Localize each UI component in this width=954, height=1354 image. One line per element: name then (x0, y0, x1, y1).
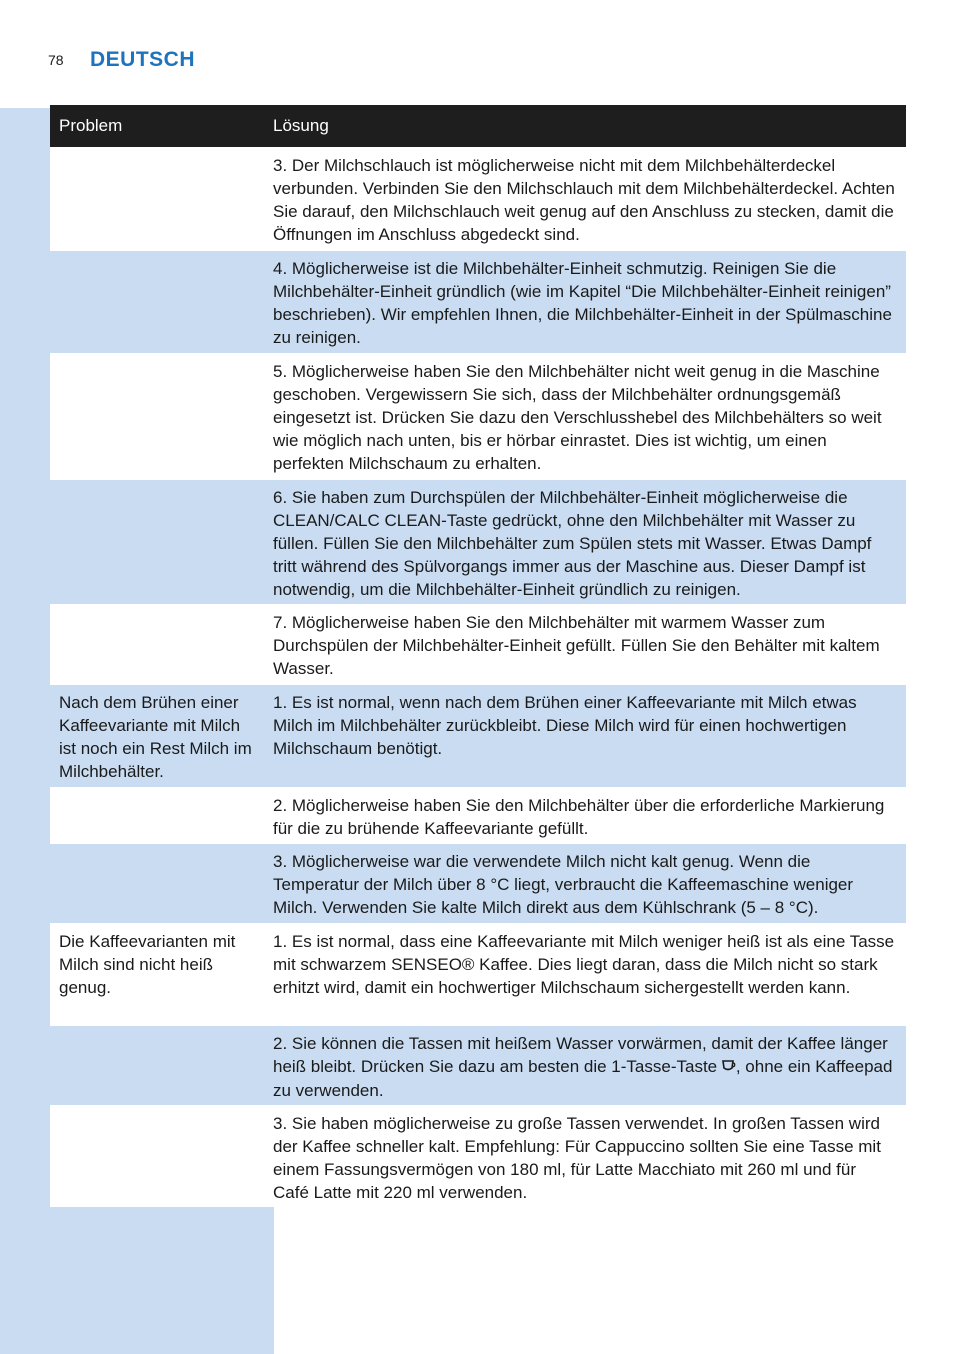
one-cup-icon (722, 1056, 736, 1079)
problem-cell (50, 480, 264, 604)
table-row (50, 604, 906, 684)
problem-cell (50, 1026, 264, 1105)
problem-cell (50, 148, 264, 250)
solution-cell: 4. Möglicherweise ist die Milchbehälter-Einheit schmutzig. Reinigen Sie die Milchbehälter-Einheit gründlich (wie im Kapitel “Die Milchbehälter-Einheit reinigen” beschrieben). Wir empfehlen Ihnen, die Milchbehälter-Einheit in der Spülmaschine zu reinigen. (264, 251, 906, 353)
solution-cell: 1. Es ist normal, wenn nach dem Brühen einer Kaffeevariante mit Milch etwas Milch im Milchbehälter zurückbleibt. Diese Milch wird für einen hochwertigen Milchschaum benötigt. (264, 685, 906, 787)
section-title: DEUTSCH (90, 48, 196, 71)
solution-text-before-icon: 2. Sie können die Tassen mit heißem Wasser vorwärmen, damit der Kaffee länger heiß bleibt. Drücken Sie dazu am besten die 1-Tasse-Taste (273, 1034, 888, 1076)
page-number: 78 (48, 52, 64, 68)
table-header (50, 105, 906, 147)
header-problem: Problem (59, 116, 123, 135)
table-row (50, 843, 906, 923)
solution-cell: 1. Es ist normal, dass eine Kaffeevariante mit Milch weniger heiß ist als eine Tasse mit schwarzem SENSEO® Kaffee. Dies liegt daran, dass die Milch nicht so stark erhitzt wird, damit ein hochwertiger Milchschaum sichergestellt werden kann. (264, 924, 906, 1025)
problem-cell (50, 1106, 264, 1207)
problem-cell: Nach dem Brühen einer Kaffeevariante mit Milch ist noch ein Rest Milch im Milchbehälter. (50, 685, 264, 787)
table-row (50, 250, 906, 353)
problem-cell (50, 605, 264, 684)
table-row (50, 147, 906, 250)
table-row (50, 479, 906, 604)
solution-cell: 5. Möglicherweise haben Sie den Milchbehälter nicht weit genug in die Maschine geschoben. Vergewissern Sie sich, dass der Milchbehälter ordnungsgemäß eingesetzt ist. Drücken Sie dazu den Verschlusshebel des Milchbehälters so weit wie möglich nach unten, bis er hörbar einrastet. Dies ist wichtig, um einen perfekten Milchschaum zu erhalten. (264, 354, 906, 479)
table-row (50, 1105, 906, 1207)
solution-text-after-icon: , ohne ein Kaffeepad zu verwenden. (273, 1057, 893, 1100)
table-row (50, 787, 906, 843)
table-row (50, 923, 906, 1025)
troubleshooting-table (50, 105, 906, 1207)
solution-cell: 3. Sie haben möglicherweise zu große Tassen verwendet. In großen Tassen wird der Kaffee schneller kalt. Empfehlung: Für Cappuccino sollten Sie eine Tasse mit einem Fassungsvermögen von 180 ml, für Latte Macchiato mit 260 ml und für Café Latte mit 220 ml verwenden. (264, 1106, 906, 1207)
solution-cell: 3. Möglicherweise war die verwendete Milch nicht kalt genug. Wenn die Temperatur der Milch über 8 °C liegt, verbraucht die Kaffeemaschine weniger Milch. Verwenden Sie kalte Milch direkt aus dem Kühlschrank (5 – 8 °C). (264, 844, 906, 923)
solution-cell: 7. Möglicherweise haben Sie den Milchbehälter mit warmem Wasser zum Durchspülen der Milchbehälter-Einheit gefüllt. Füllen Sie den Behälter mit kaltem Wasser. (264, 605, 906, 684)
solution-cell: 2. Möglicherweise haben Sie den Milchbehälter über die erforderliche Markierung für die zu brühende Kaffeevariante gefüllt. (264, 788, 906, 843)
solution-cell: 3. Der Milchschlauch ist möglicherweise nicht mit dem Milchbehälterdeckel verbunden. Verbinden Sie den Milchschlauch mit dem Milchbehälterdeckel. Achten Sie darauf, den Milchschlauch weit genug auf den Anschluss zu stecken, damit die Öffnungen im Anschluss abgedeckt sind. (264, 148, 906, 250)
header-solution: Lösung (273, 116, 329, 135)
problem-cell (50, 788, 264, 843)
table-row (50, 684, 906, 787)
table-row (50, 1025, 906, 1105)
table-row (50, 353, 906, 479)
problem-cell (50, 251, 264, 353)
problem-cell (50, 844, 264, 923)
solution-cell: 6. Sie haben zum Durchspülen der Milchbehälter-Einheit möglicherweise die CLEAN/CALC CLEAN-Taste gedrückt, ohne den Milchbehälter mit Wasser zu füllen. Füllen Sie den Milchbehälter zum Spülen stets mit Wasser. Etwas Dampf tritt während des Spülvorgangs immer aus der Maschine aus. Dieser Dampf ist notwendig, um die Milchbehälter-Einheit gründlich zu reinigen. (264, 480, 906, 604)
problem-cell (50, 354, 264, 479)
solution-cell (264, 1026, 906, 1105)
problem-cell: Die Kaffeevarianten mit Milch sind nicht heiß genug. (50, 924, 264, 1025)
